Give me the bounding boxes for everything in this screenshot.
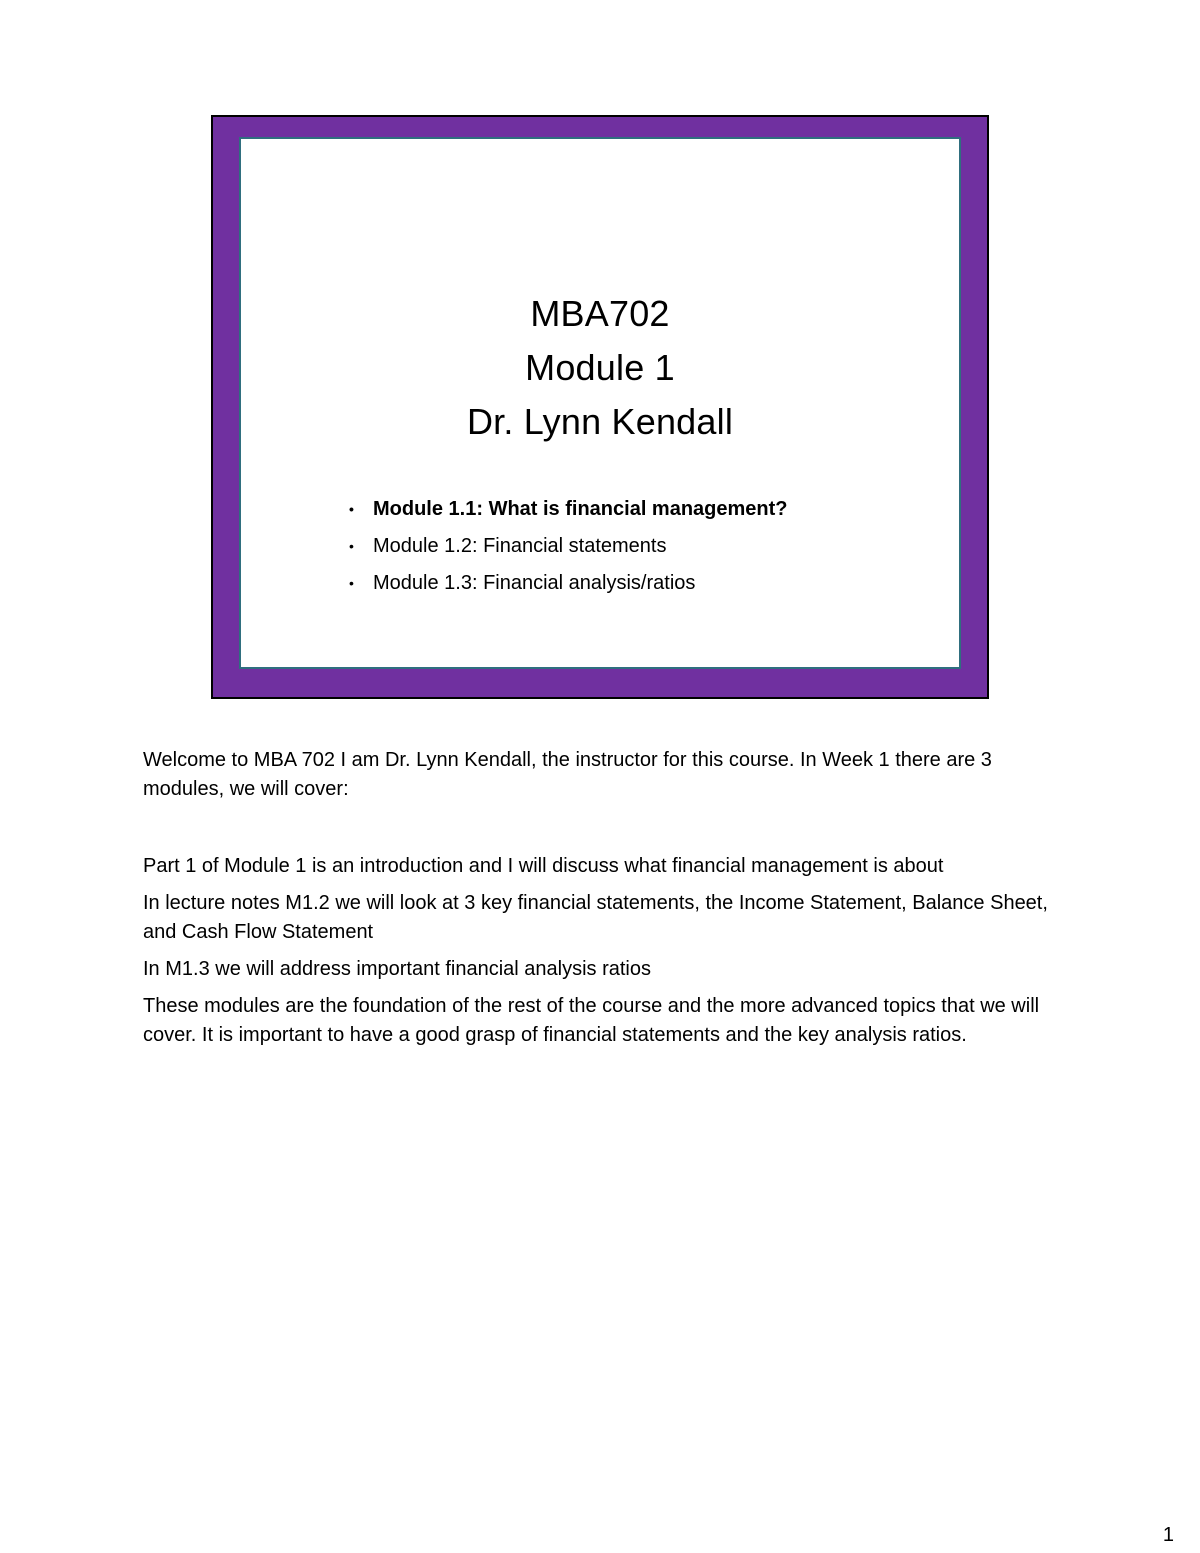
speaker-notes [143, 746, 1063, 1058]
notes-item: Part 1 of Module 1 is an introduction and I will discuss what financial management is about [143, 855, 944, 877]
notes-item: In M1.3 we will address important financial analysis ratios [143, 958, 651, 980]
module-list-item-text: Module 1.3: Financial analysis/ratios [373, 572, 696, 594]
module-list-item [337, 565, 788, 602]
page-number: 1 [1162, 1524, 1174, 1546]
notes-item: In lecture notes M1.2 we will look at 3 key financial statements, the Income Statement, Balance Sheet, and Cash Flow Statement [143, 892, 1048, 943]
module-list-item [337, 491, 788, 528]
bullet-icon: • [349, 575, 354, 591]
slide-title [241, 287, 959, 449]
slide-content [239, 137, 961, 669]
module-title: Module 1 [525, 347, 675, 388]
bullet-icon: • [349, 501, 354, 517]
notes-intro: Welcome to MBA 702 I am Dr. Lynn Kendall, the instructor for this course. In Week 1 there are 3 modules, we will cover: [143, 749, 992, 800]
module-list [337, 491, 788, 602]
slide-frame [211, 115, 989, 699]
instructor-name: Dr. Lynn Kendall [466, 401, 734, 442]
course-code: MBA702 [530, 293, 670, 334]
module-list-item-text: Module 1.1: What is financial management? [373, 498, 788, 520]
module-list-item-text: Module 1.2: Financial statements [373, 535, 667, 557]
module-list-item [337, 528, 788, 565]
bullet-icon: • [349, 538, 354, 554]
notes-item: These modules are the foundation of the rest of the course and the more advanced topics that we will cover. It is important to have a good grasp of financial statements and the key analysis ratios. [143, 995, 1040, 1046]
